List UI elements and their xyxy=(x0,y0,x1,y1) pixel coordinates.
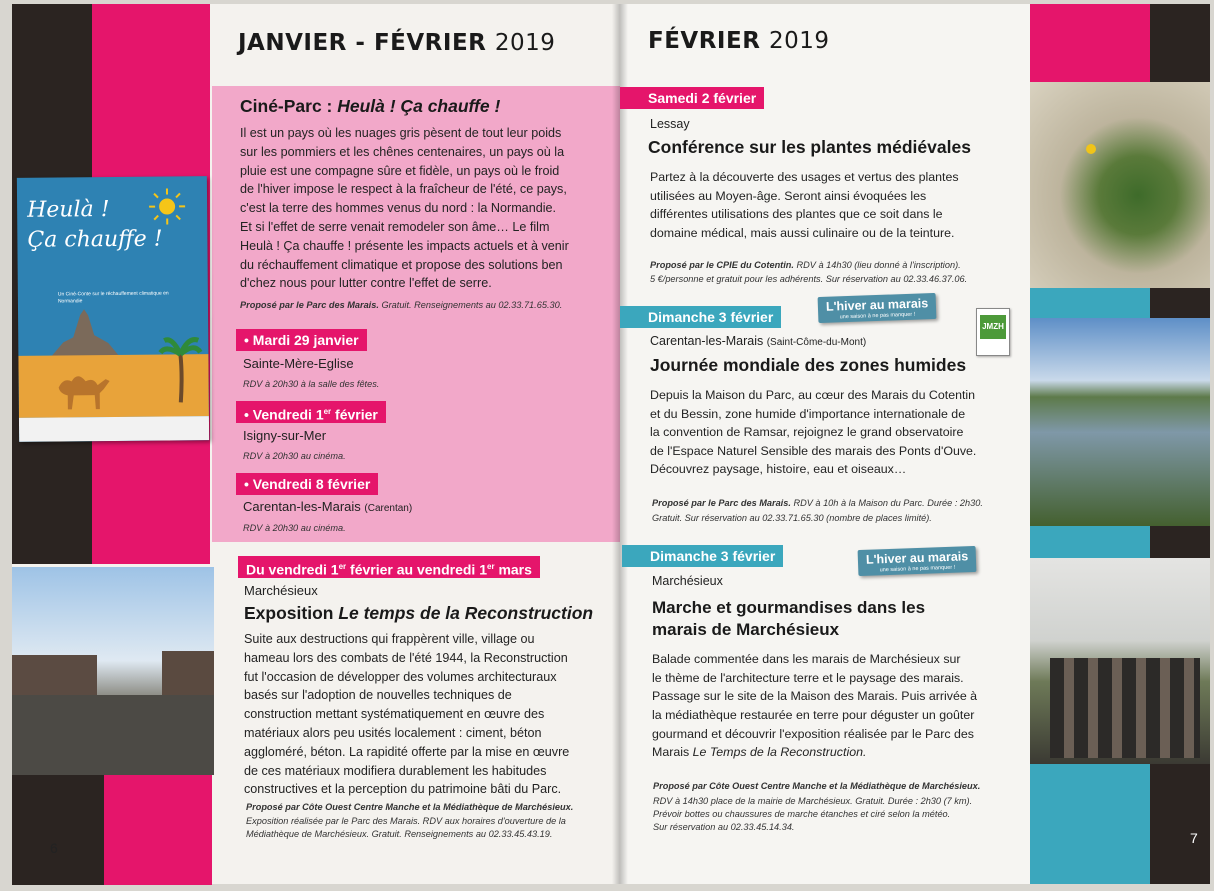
right-dark-block xyxy=(1150,764,1210,884)
date-2-month: février xyxy=(331,406,378,423)
film-title xyxy=(240,96,500,117)
event2-place-detail: (Saint-Côme-du-Mont) xyxy=(766,337,867,348)
film-description-line: c'est la terre des hommes venus du nord : la Normandie. xyxy=(240,201,556,216)
film-proposed-label: Proposé par le Parc des Marais. xyxy=(240,300,379,310)
poster-logos xyxy=(19,416,209,442)
date-3-info: RDV à 20h30 au cinéma. xyxy=(243,523,346,533)
date-3-place: Carentan-les-Marais xyxy=(243,499,361,514)
event2-proposed xyxy=(652,497,983,510)
event1-description-line: Partez à la découverte des usages et vertus des plantes xyxy=(650,170,959,184)
event3-place: Marchésieux xyxy=(652,574,723,588)
header-year: 2019 xyxy=(494,30,556,56)
expo-title xyxy=(244,603,593,624)
expo-description-line: de ces matériaux modifiera durablement les habitudes xyxy=(244,763,547,778)
event1-proposed-label: Proposé par le CPIE du Cotentin. xyxy=(650,260,794,270)
film-description-line: sur les pommiers et les chênes centenaires, un pays où la xyxy=(240,144,565,159)
expo-description-line: hameau lors des combats de l'été 1944, la Reconstruction xyxy=(244,650,568,665)
event1-description-line: différentes utilisations des plantes que ce soit dans le xyxy=(650,207,943,222)
event3-info-line: Sur réservation au 02.33.45.14.34. xyxy=(653,822,795,832)
event1-description-line: utilisées au Moyen-âge. Seront ainsi évoquées les xyxy=(650,188,927,203)
event3-tag: Dimanche 3 février xyxy=(622,545,783,567)
expo-description xyxy=(244,630,616,799)
expo-description-line: Suite aux destructions qui frappèrent ville, village ou xyxy=(244,632,535,646)
expo-description-line: basés sur l'adoption de nouvelles techniques de xyxy=(244,688,512,703)
page-number-left: 6 xyxy=(50,840,58,856)
event2-description-line: et du Bessin, zone humide d'importance internationale de xyxy=(650,406,966,421)
event3-info-line: Prévoir bottes ou chaussures de marche étanches et ciré selon la météo. xyxy=(653,809,951,819)
event3-description-line: Passage sur le site de la Maison des Marais. Puis arrivée à xyxy=(652,689,978,704)
book-gutter xyxy=(612,4,628,884)
event3-last-em: Le Temps de la Reconstruction. xyxy=(692,745,867,759)
date-3-day: Vendredi 8 février xyxy=(252,476,371,492)
event3-description-line: gourmand et découvrir l'exposition réalisée par le Parc des xyxy=(652,726,974,741)
left-header xyxy=(238,30,555,56)
left-bottom-pink xyxy=(104,775,212,885)
event2-tag: Dimanche 3 février xyxy=(620,306,781,328)
right-cyan-band-2 xyxy=(1030,526,1150,558)
expo-description-line: constructives et la perception du patrimoine bâti du Parc. xyxy=(244,782,562,797)
expo-info-line: Médiathèque de Marchésieux. Gratuit. Renseignements au 02.33.45.43.19. xyxy=(246,829,553,839)
event3-info xyxy=(653,795,972,834)
event3-info-line: RDV à 14h30 place de la mairie de Marchésieux. Gratuit. Durée : 2h30 (7 km). xyxy=(653,796,973,806)
event2-info-line2: Gratuit. Sur réservation au 02.33.71.65.30 (nombre de places limité). xyxy=(652,513,932,523)
date-tag-2: • Vendredi 1er février xyxy=(236,401,386,423)
reconstruction-photo xyxy=(12,567,214,775)
date-3-place-line xyxy=(243,499,412,514)
page-number-right: 7 xyxy=(1190,830,1198,846)
event3-hiver-badge xyxy=(858,546,977,576)
jmzh-logo xyxy=(976,308,1010,356)
event3-last-pre: Marais xyxy=(652,745,693,759)
event1-description-line: domaine médical, mais aussi culinaire ou de la teinture. xyxy=(650,225,955,240)
film-description-line: Heulà ! Ça chauffe ! présente les impacts actuels et à venir xyxy=(240,238,569,253)
walkers-photo xyxy=(1030,558,1210,764)
date-1-info: RDV à 20h30 à la salle des fêtes. xyxy=(243,379,380,389)
event1-info-line2: 5 €/personne et gratuit pour les adhérents. Sur réservation au 02.33.46.37.06. xyxy=(650,274,968,284)
expo-description-line: matériaux alors peu usités localement : ciment, béton xyxy=(244,725,542,740)
date-1-place: Sainte-Mère-Eglise xyxy=(243,356,354,371)
date-tag-3: • Vendredi 8 février xyxy=(236,473,378,495)
event2-proposed-label: Proposé par le Parc des Marais. xyxy=(652,498,791,508)
event3-title-line2: marais de Marchésieux xyxy=(652,620,840,639)
palm-tree-icon xyxy=(158,334,203,404)
right-dark-band-2 xyxy=(1150,526,1210,558)
event1-tag: Samedi 2 février xyxy=(620,87,764,109)
plant-photo xyxy=(1030,82,1210,288)
marsh-photo xyxy=(1030,318,1210,526)
event1-title: Conférence sur les plantes médiévales xyxy=(648,137,971,157)
event2-badge-sub: une saison à ne pas manquer ! xyxy=(839,311,916,321)
right-top-pink xyxy=(1030,4,1150,82)
event2-description xyxy=(650,386,1020,479)
header-months: JANVIER - FÉVRIER xyxy=(238,30,487,56)
event1-place: Lessay xyxy=(650,117,690,131)
event3-title xyxy=(652,597,925,641)
film-description-line: Et si l'effet de serre venait remodeler son âme… Le film xyxy=(240,219,550,234)
date-1-day: Mardi 29 janvier xyxy=(252,332,359,348)
sun-icon xyxy=(147,186,187,226)
event2-description-line: Depuis la Maison du Parc, au cœur des Marais du Cotentin xyxy=(650,388,976,402)
expo-tag-end: mars xyxy=(494,561,532,578)
left-bottom-dark xyxy=(12,775,104,885)
header-year-right: 2019 xyxy=(768,28,830,54)
expo-description-line: aggloméré, béton. La rapidité offerte par la mise en œuvre xyxy=(244,744,570,759)
expo-proposed-label: Proposé par Côte Ouest Centre Manche et la Médiathèque de Marchésieux. xyxy=(246,802,574,812)
event1-description xyxy=(650,168,1020,242)
expo-tag-sup1: er xyxy=(338,562,347,571)
poster-subtitle: Un Ciné-Conte sur le réchauffement climatique en Normandie xyxy=(57,290,169,305)
event3-description xyxy=(652,650,1026,744)
camel-icon xyxy=(54,367,114,413)
film-proposed xyxy=(240,299,615,312)
event3-badge-sub: une saison à ne pas manquer ! xyxy=(879,564,956,574)
expo-place: Marchésieux xyxy=(244,583,318,598)
expo-tag-start: Du vendredi 1 xyxy=(246,561,339,578)
film-description xyxy=(240,124,612,293)
film-title-name: Heulà ! Ça chauffe ! xyxy=(337,96,501,116)
right-dark-band-1 xyxy=(1150,288,1210,318)
right-cyan-block xyxy=(1030,764,1150,884)
expo-info-line: Exposition réalisée par le Parc des Marais. RDV aux horaires d'ouverture de la xyxy=(246,816,566,826)
event3-description-line: la médiathèque restaurée en terre pour déguster un goûter xyxy=(652,708,975,723)
event3-description-last xyxy=(652,743,1026,762)
expo-title-prefix: Exposition xyxy=(244,603,339,623)
right-top-dark xyxy=(1150,4,1210,82)
date-2-sup: er xyxy=(323,407,332,416)
event2-description-line: Découvrez paysage, histoire, eau et oiseaux… xyxy=(650,462,907,477)
film-description-line: du réchauffement climatique et propose des solutions ben xyxy=(240,257,563,272)
event3-badge-label: L'hiver au marais xyxy=(865,549,969,567)
film-description-line: de l'hiver impose le respect à la fraîcheur de l'été, ce pays, xyxy=(240,182,567,197)
expo-description-line: construction mettant systématiquement en œuvre des xyxy=(244,707,545,722)
header-month: FÉVRIER xyxy=(648,28,761,54)
jmzh-logo-text: JMZH xyxy=(980,315,1006,339)
date-2-place: Isigny-sur-Mer xyxy=(243,428,327,443)
expo-tag-mid: février au vendredi 1 xyxy=(346,561,487,578)
film-proposed-info: Gratuit. Renseignements au 02.33.71.65.30. xyxy=(378,300,563,310)
event2-hiver-badge xyxy=(818,293,937,323)
film-title-prefix: Ciné-Parc : xyxy=(240,96,338,116)
event3-proposed-label: Proposé par Côte Ouest Centre Manche et la Médiathèque de Marchésieux. xyxy=(653,781,981,791)
expo-description-line: fut l'occasion de développer des volumes architecturaux xyxy=(244,669,557,684)
expo-tag-sup2: er xyxy=(487,562,495,571)
event3-description-line: Balade commentée dans les marais de Marchésieux sur xyxy=(652,652,961,666)
event3-description-line: le thème de l'architecture terre et le paysage des marais. xyxy=(652,670,964,685)
right-cyan-band-1 xyxy=(1030,288,1150,318)
expo-info xyxy=(246,815,616,841)
film-poster xyxy=(17,176,209,442)
date-3-place-detail: (Carentan) xyxy=(364,503,413,514)
event3-proposed xyxy=(653,780,980,793)
date-2-day: Vendredi 1 xyxy=(252,406,324,423)
date-2-info: RDV à 20h30 au cinéma. xyxy=(243,451,346,461)
event2-title: Journée mondiale des zones humides xyxy=(650,355,967,375)
film-description-line: d'chez nous pour lutter contre l'effet de serre. xyxy=(240,276,492,291)
film-description-line: Il est un pays où les nuages gris pèsent de tout leur poids xyxy=(240,126,562,140)
event2-place-line xyxy=(650,334,866,348)
expo-title-name: Le temps de la Reconstruction xyxy=(338,603,594,623)
film-description-line: pluie est une compagne sûre et fidèle, un pays où le froid xyxy=(240,163,560,178)
expo-proposed xyxy=(246,801,573,814)
date-tag-1: • Mardi 29 janvier xyxy=(236,329,367,351)
event2-place: Carentan-les-Marais xyxy=(650,334,764,348)
event2-description-line: de l'Espace Naturel Sensible des marais des Ponts d'Ouve. xyxy=(650,443,977,458)
right-header xyxy=(648,28,829,54)
event2-badge-label: L'hiver au marais xyxy=(825,296,929,314)
event3-title-line1: Marche et gourmandises dans les xyxy=(652,598,926,617)
event1-proposed xyxy=(650,259,961,272)
expo-tag xyxy=(238,556,540,578)
event2-description-line: la convention de Ramsar, rejoignez le grand observatoire xyxy=(650,425,964,440)
poster-title-line2: Ça chauffe ! xyxy=(27,226,163,253)
poster-title-line1: Heulà ! xyxy=(27,197,110,223)
event1-info-line1: RDV à 14h30 (lieu donné à l'inscription). xyxy=(793,260,961,270)
event2-info-line1: RDV à 10h à la Maison du Parc. Durée : 2h30. xyxy=(790,498,983,508)
